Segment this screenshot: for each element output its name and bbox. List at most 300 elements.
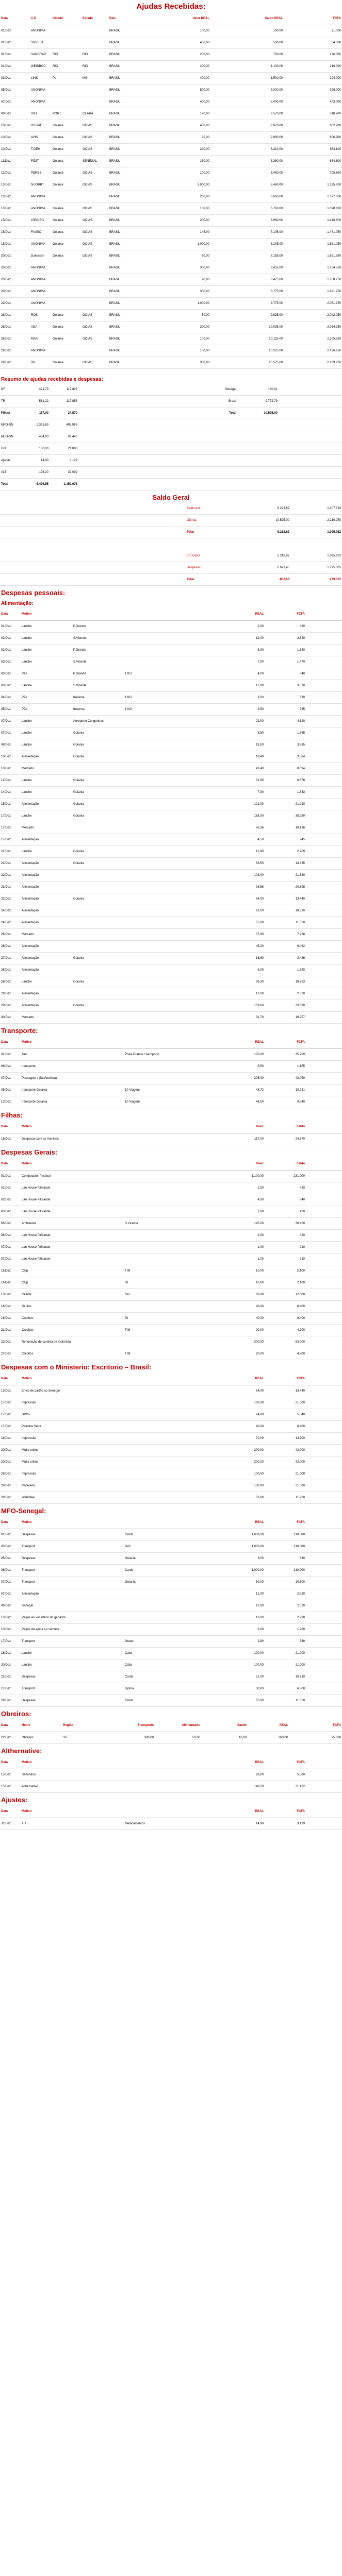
table-cell [306,680,342,692]
table-cell: 400,00 [160,37,210,49]
table-cell [306,1612,342,1624]
table-cell [210,239,237,250]
table-cell: 1 KG [124,668,217,680]
table-row [0,274,342,286]
table-cell: 10/Dez [0,144,30,156]
table-cell: 10 Viagens [124,1096,217,1108]
table-cell: Alimentação [21,905,72,917]
table-row [0,905,342,917]
table-cell: Data [0,1719,21,1732]
table-cell: BRASIL [108,215,139,227]
table-cell: 63,50 [217,858,265,870]
table-cell: 21.000 [50,443,78,455]
table-cell [306,870,342,882]
table-cell: 3.885 [265,739,306,751]
table-row [0,527,342,538]
table-cell: 18/Dez [0,1433,21,1445]
table-cell: Lanche [21,621,72,633]
table-cell [124,1372,217,1385]
table-cell: BRASIL [108,345,139,357]
table-cell: 64,00 [217,1385,265,1397]
table-header-row [0,1158,342,1171]
table-cell: DI [124,1313,217,1325]
table-cell: GOIAS [82,357,108,369]
table-cell: Passagem / (SulAmérica) [21,1073,124,1084]
table-cell [124,1242,217,1253]
table-cell [210,357,237,369]
table-cell [210,203,237,215]
table-cell: 30/Dez [0,1012,21,1024]
table-cell [306,1049,342,1061]
table-cell: 205,00 [217,1073,265,1084]
table-cell [82,25,108,37]
table-row [0,384,342,396]
table-cell: Chip [21,1265,124,1277]
table-cell: Lanche [21,633,72,645]
table-cell: 2.990,00 [237,132,284,144]
table-cell: P.Grande [72,645,124,656]
table-header-row [0,1719,342,1732]
table-cell: Goiania [52,215,82,227]
table-cell: 10/Dez [0,751,21,763]
table-cell: Goiania [72,858,124,870]
table-cell: Brasil [192,396,237,408]
table-cell [306,1577,342,1588]
table-cell: Total [186,527,229,538]
table-cell: ANONIMA [30,298,52,310]
table-cell: 5.040 [265,1409,306,1421]
table-cell: 1 KG [124,704,217,716]
table-cell [306,893,342,905]
table-cell: FCFA [265,608,306,621]
table-cell: 13/Dez [0,191,30,203]
alimentacao-title: Alimentação: [1,601,34,606]
table-cell: ANONIMA [30,262,52,274]
table-cell: RIO [82,61,108,73]
table-cell: 700,00 [237,49,284,61]
table-cell: Renovação de carteira de motorista [21,1336,124,1348]
table-row [0,108,342,120]
table-cell: 3.129 [50,455,78,467]
table-cell: 64,00 [217,893,265,905]
table-cell [306,645,342,656]
table-cell [210,73,237,84]
table-cell [306,1012,342,1024]
table-cell: BRASIL [108,25,139,37]
table-cell: 07/Dez [0,1588,21,1600]
table-cell [139,227,160,239]
table-cell: Goiania [72,751,124,763]
table-cell: 2.730 [265,1612,306,1624]
table-cell: 2.520 [265,1600,306,1612]
table-cell: 08/Dez [0,1084,21,1096]
table-cell: ANONIMA [30,345,52,357]
table-cell [139,215,160,227]
table-cell: Transport [21,1541,124,1553]
table-cell: Chip [21,1277,124,1289]
table-cell [124,727,217,739]
table-cell: Região [62,1719,103,1732]
table-cell [72,917,124,929]
table-cell: 103,00 [217,870,265,882]
table-row [0,976,342,988]
table-cell: 18,40 [217,751,265,763]
table-row [0,345,342,357]
table-cell: Djoma [124,1683,217,1695]
table-cell: 01/Dez [0,61,30,73]
table-cell: 3,00 [217,692,265,704]
table-cell: Transporte [103,1719,155,1732]
table-cell: 17/Dez [0,810,21,822]
table-cell: Data [0,12,30,25]
table-cell: 3.864 [265,751,306,763]
table-cell: 20,00 [217,1348,265,1360]
table-cell [139,191,160,203]
table-cell: 10.125,00 [237,333,284,345]
despesas-pessoais-title: Despesas pessoais: [1,589,66,597]
table-cell [306,1073,342,1084]
table-cell: Goiania [72,1000,124,1012]
table-row [0,120,342,132]
table-cell: 148,20 [217,1781,265,1793]
table-cell: Alimentação [21,964,72,976]
table-cell: 29/Dez [0,1695,21,1707]
table-cell: 840 [265,668,306,680]
alternativo-table [0,1756,342,1793]
table-cell: 07/Dez [0,1073,21,1084]
table-cell: Mercado [21,929,72,941]
table-cell [139,132,160,144]
table-cell [210,120,237,132]
table-row [0,215,342,227]
table-cell [124,787,217,799]
obreiros-table [0,1719,342,1744]
table-cell [279,479,342,490]
table-cell [139,167,160,179]
table-cell: 03/Dez [0,1541,21,1553]
table-cell: 21.000 [265,1648,306,1659]
table-cell: 27/Dez [0,1683,21,1695]
table-cell: 1.000,00 [160,298,210,310]
table-cell: Lanche [21,976,72,988]
table-cell [52,25,82,37]
table-cell: Papelaria [21,1480,124,1492]
table-cell [124,1385,217,1397]
table-cell: 705.600 [284,167,342,179]
table-cell: 170,00 [217,1049,265,1061]
table-cell: Saldo [265,1158,306,1171]
table-cell [306,1624,342,1636]
table-cell: 2.361,69 [21,419,50,431]
table-cell: 1,00 [217,1242,265,1253]
table-cell: 8.455,00 [237,262,284,274]
table-cell: Ambientes [21,1218,124,1230]
table-cell: 42.000 [265,1445,306,1456]
table-cell: Envio de cartão ao Senegal [21,1385,124,1397]
table-cell: Alimentação [21,917,72,929]
table-cell: Goiania [124,1553,217,1565]
table-cell: 01/Dez [0,1171,21,1182]
table-cell: Total [0,479,21,490]
table-row [0,1218,342,1230]
table-cell: Óculos [21,1301,124,1313]
table-cell: 89,30 [217,976,265,988]
table-cell: LINK [30,73,52,84]
table-cell: Data [0,1121,21,1133]
table-cell: 07/Dez [0,716,21,727]
table-cell [124,633,217,645]
table-row [0,515,342,527]
table-cell [192,431,237,443]
table-cell [139,333,160,345]
table-row [0,846,342,858]
table-cell [210,333,237,345]
table-cell: Goiania [52,132,82,144]
table-cell: 23/Dez [0,882,21,893]
table-cell: Créditos [21,1348,124,1360]
table-cell: Transport [21,1683,124,1695]
table-cell: 231.000 [265,1171,306,1182]
table-row [0,1612,342,1624]
table-cell: 8.105,00 [237,239,284,250]
table-cell [306,1588,342,1600]
table-cell: 29/Dez [0,357,30,369]
table-cell: 1.260 [265,1624,306,1636]
table-header-row [0,1372,342,1385]
table-cell: 03/Dez [0,680,21,692]
table-row [0,704,342,716]
table-cell: 13.440 [265,1385,306,1397]
table-cell: 6.678 [265,775,306,787]
page-title: Ajudas Recebidas: [136,2,206,11]
table-row [0,1397,342,1409]
table-cell: Goiania [72,810,124,822]
table-row [0,37,342,49]
table-row [0,310,342,321]
table-cell: 360,00 [248,1732,289,1744]
table-cell: 495.955 [50,419,78,431]
table-cell: Lanche [21,739,72,751]
table-cell [210,96,237,108]
table-cell: 31.122 [265,1781,306,1793]
table-cell [124,905,217,917]
table-cell [306,810,342,822]
table-cell: 13/Dez [0,203,30,215]
table-cell: Websitee [21,1492,124,1504]
table-row [0,1133,342,1145]
ministerio-table [0,1372,342,1504]
table-cell: DI [124,1277,217,1289]
table-cell [306,846,342,858]
table-row [0,1194,342,1206]
table-cell: Lanche [21,846,72,858]
table-cell: 35.280 [265,810,306,822]
table-cell: ANONIMA [30,96,52,108]
table-cell: Obreiros [21,1732,62,1744]
table-cell [124,1492,217,1504]
table-cell [306,608,342,621]
table-cell [124,1206,217,1218]
table-cell: 43.050 [265,1073,306,1084]
table-cell [210,12,237,25]
table-cell: Alimentação [21,870,72,882]
table-cell: 24.570 [265,1133,306,1145]
table-cell: ANONIMA [30,274,52,286]
table-cell: 12/Dez [0,775,21,787]
table-cell: Alimentação [21,751,72,763]
table-cell: 1.471.050 [284,227,342,239]
table-cell: 4,50 [217,834,265,846]
table-cell: 11/Dez [0,156,30,167]
table-cell: 684.600 [284,156,342,167]
table-cell: 4.200 [265,1325,306,1336]
table-cell: 840 [265,1194,306,1206]
table-cell [124,1230,217,1242]
table-cell [139,250,160,262]
table-cell: GOIAS [82,250,108,262]
table-cell: 5.218,82 [229,550,290,562]
table-cell: 6.760,00 [237,203,284,215]
table-cell: SG [62,1732,103,1744]
table-cell: 20/Dez [0,1445,21,1456]
table-cell [124,1133,217,1145]
table-cell: ANONIMA [30,84,52,96]
table-cell: 2.031.750 [284,298,342,310]
table-cell [306,1781,342,1793]
table-cell [139,298,160,310]
table-cell [306,1313,342,1325]
table-cell: ANONIMA [30,239,52,250]
table-cell [306,1096,342,1108]
table-cell [229,538,290,550]
table-cell: 145,00 [160,227,210,239]
table-cell: 3.129 [265,1818,306,1830]
table-cell: 07/Dez [0,727,21,739]
table-header-row [0,1805,342,1818]
table-cell: 11/Dez [0,1265,21,1277]
table-cell: 8.775,00 [237,286,284,298]
table-cell: 200,00 [160,49,210,61]
table-cell: 1.470 [265,656,306,668]
resumo-table [0,384,342,490]
table-cell: FCFA [265,1805,306,1818]
table-cell: GOIAS [82,132,108,144]
table-cell: 399.000 [284,84,342,96]
table-cell: 400,00 [160,73,210,84]
table-cell [306,1253,342,1265]
table-cell: 561,22 [21,396,50,408]
table-cell: 117,00 [217,1133,265,1145]
table-cell: PL [52,73,82,84]
table-row [0,408,342,419]
table-cell: 2.126.250 [284,345,342,357]
table-row [0,239,342,250]
table-cell: T.GEM [30,144,52,156]
table-cell: 13/Dez [0,179,30,191]
table-cell: Alimentação [21,941,72,953]
table-cell [306,858,342,870]
table-row [0,799,342,810]
table-cell: 117.853 [50,396,78,408]
table-row [0,1012,342,1024]
table-cell: Mercado [21,1012,72,1024]
table-cell [306,1277,342,1289]
table-cell: 1.377.600 [284,191,342,203]
table-cell: PERES [30,167,52,179]
table-cell [279,384,342,396]
table-row [0,1385,342,1397]
table-cell [210,108,237,120]
table-row [0,1636,342,1648]
table-cell: 12,00 [217,633,265,645]
table-cell: 9.772,79 [237,396,279,408]
table-cell: 17/Dez [0,1409,21,1421]
table-cell: 50,00 [217,1577,265,1588]
table-row [0,503,342,515]
table-cell [82,262,108,274]
table-cell: Goiania [52,144,82,156]
table-cell: 24/Dez [0,905,21,917]
table-cell [306,1242,342,1253]
table-cell [124,656,217,668]
table-cell: Lanche [21,716,72,727]
table-cell: Lanche [21,810,72,822]
table-cell [306,704,342,716]
table-cell: 2,00 [217,1206,265,1218]
table-cell: 1.398.600 [284,203,342,215]
table-cell: 1 KG [124,692,217,704]
table-cell [124,799,217,810]
table-row [0,1577,342,1588]
table-cell: IVEL [30,108,52,120]
table-cell [124,1456,217,1468]
table-cell: Em Caixa [186,550,229,562]
table-row [0,656,342,668]
table-cell: 05/Dez [0,84,30,96]
table-row [0,25,342,37]
table-row [0,1529,342,1541]
table-cell: 500,00 [160,84,210,96]
table-cell: 8.400 [265,1421,306,1433]
table-cell [139,49,160,61]
table-cell: GOIAS [82,321,108,333]
table-cell [124,608,217,621]
table-cell [306,1421,342,1433]
table-cell: 10 Viagens [124,1084,217,1096]
table-row [0,751,342,763]
table-cell: BRASIL [108,274,139,286]
table-cell: 07/Dez [0,1242,21,1253]
table-cell: 1.440.600 [284,215,342,227]
table-cell: 4,00 [217,668,265,680]
table-cell [139,179,160,191]
table-cell [192,467,237,479]
table-cell: BRASIL [108,73,139,84]
table-cell: MG [82,73,108,84]
table-cell: Goiania [124,1577,217,1588]
table-cell [52,286,82,298]
table-row [0,680,342,692]
table-cell: 13/Dez [0,1096,21,1108]
table-cell: 2.105.250 [284,333,342,345]
table-cell: Impressão [21,1433,124,1445]
table-cell: 28/Dez [0,321,30,333]
table-cell: Goiania [72,953,124,964]
table-cell: País [108,12,139,25]
table-cell [124,1624,217,1636]
table-cell: Goiania [72,799,124,810]
table-cell [306,1769,342,1781]
